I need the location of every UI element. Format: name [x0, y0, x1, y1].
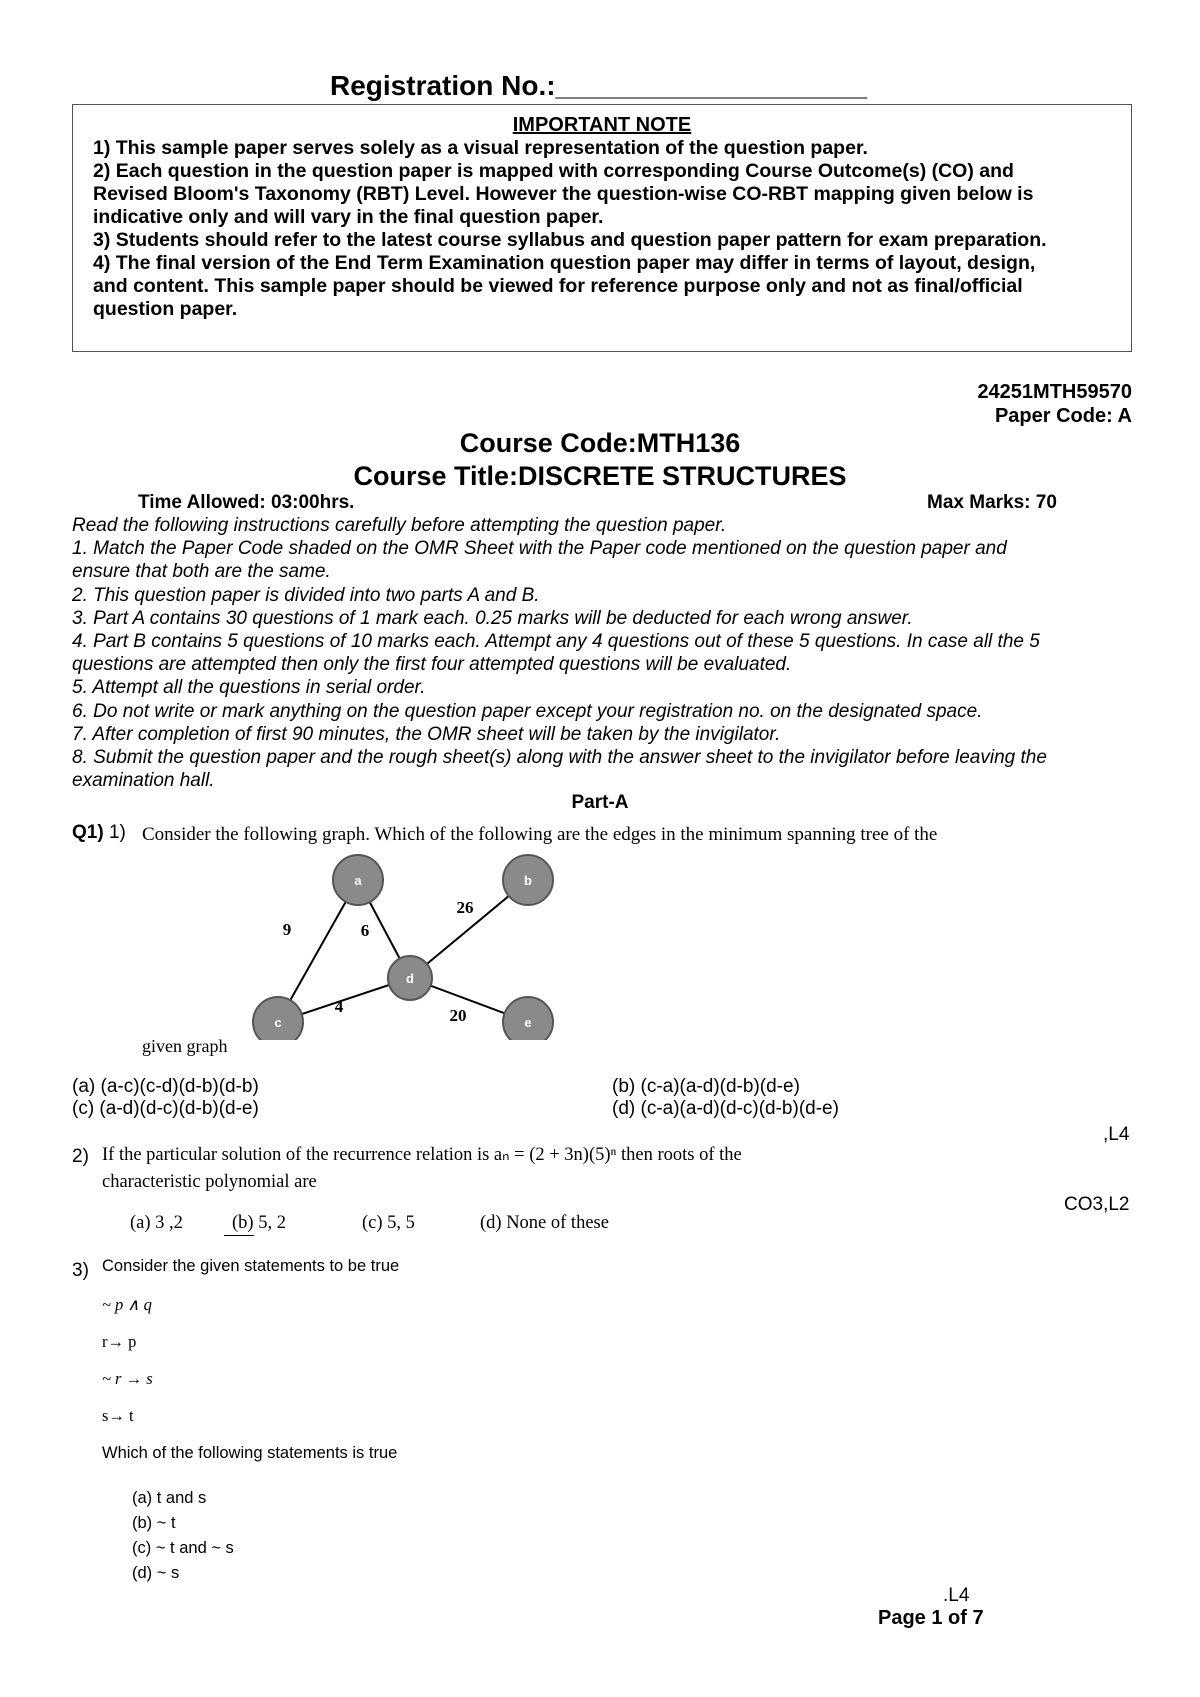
instructions	[72, 514, 1142, 792]
q2-number: 2)	[72, 1146, 89, 1167]
paper-code: Paper Code: A	[994, 405, 1132, 427]
note-line: indicative only and will vary in the final question paper.	[93, 206, 604, 228]
instruction-line: Read the following instructions carefully before attempting the question paper.	[72, 515, 727, 536]
node-label-a: a	[354, 873, 362, 888]
page-number: Page 1 of 7	[878, 1607, 984, 1629]
weight-a-d: 6	[360, 921, 370, 940]
important-note-title: IMPORTANT NOTE	[512, 114, 692, 136]
weight-a-c: 9	[282, 920, 292, 939]
q3-number: 3)	[72, 1260, 89, 1281]
node-label-c: c	[274, 1015, 282, 1030]
paper-id-block	[977, 380, 1132, 428]
max-marks: Max Marks: 70	[927, 492, 1057, 513]
note-line: 4) The final version of the End Term Examination question paper may differ in terms of layout, design,	[93, 252, 1036, 274]
time-allowed: Time Allowed: 03:00hrs.	[138, 492, 355, 513]
q3-option-a: (a) t and s	[132, 1489, 207, 1507]
note-line: Revised Bloom's Taxonomy (RBT) Level. However the question-wise CO-RBT mapping given below is	[93, 183, 1034, 205]
q2-option-b: (b) 5, 2	[232, 1213, 286, 1233]
note-line: and content. This sample paper should be viewed for reference purpose only and not as final/official	[93, 275, 1023, 297]
q3-question: Which of the following statements is true	[102, 1444, 398, 1462]
instruction-line: 3. Part A contains 30 questions of 1 mark each. 0.25 marks will be deducted for each wrong answer.	[72, 607, 913, 629]
instruction-line: 7. After completion of first 90 minutes, the OMR sheet will be taken by the invigilator.	[72, 723, 781, 745]
footer-tag: .L4	[943, 1585, 970, 1606]
q3-option-c: (c) ~ t and ~ s	[132, 1539, 234, 1557]
node-label-e: e	[524, 1015, 532, 1030]
part-a-heading: Part-A	[571, 792, 629, 813]
q1-text: Consider the following graph. Which of the following are the edges in the minimum spanning tree of the	[142, 824, 938, 845]
q2-option-c: (c) 5, 5	[362, 1213, 415, 1233]
q3-statement-4: s→ t	[102, 1406, 134, 1425]
weight-c-d: 4	[334, 997, 344, 1016]
q1-label: Q1)	[72, 822, 104, 843]
course-code: Course Code:MTH136	[459, 428, 741, 458]
q1-option-a: (a) (a-c)(c-d)(d-b)(d-b)	[72, 1076, 259, 1097]
note-line: 1) This sample paper serves solely as a visual representation of the question paper.	[93, 137, 868, 159]
node-label-d: d	[406, 971, 414, 986]
q3-statement-2: r→ p	[102, 1332, 137, 1351]
q2-line-2: characteristic polynomial are	[102, 1172, 317, 1192]
q2-option-d: (d) None of these	[480, 1213, 609, 1233]
q3-statement-3: ~ r → s	[102, 1369, 153, 1388]
instruction-line: ensure that both are the same.	[72, 561, 331, 583]
q1-option-b: (b) (c-a)(a-d)(d-b)(d-e)	[612, 1076, 800, 1097]
instruction-line: 6. Do not write or mark anything on the question paper except your registration no. on the designated space.	[72, 700, 983, 722]
q1-option-d: (d) (c-a)(a-d)(d-c)(d-b)(d-e)	[612, 1098, 839, 1119]
important-note-box	[72, 104, 1132, 352]
note-line: 3) Students should refer to the latest course syllabus and question paper pattern for exam preparation.	[93, 229, 1047, 251]
instruction-line: questions are attempted then only the first four attempted questions will be evaluated.	[72, 654, 792, 676]
note-line: question paper.	[93, 298, 238, 320]
q1-option-c: (c) (a-d)(d-c)(d-b)(d-e)	[72, 1098, 259, 1119]
question-1-label	[72, 822, 126, 844]
q1-tag: ,L4	[1103, 1124, 1130, 1145]
q2-tag: CO3,L2	[1064, 1194, 1130, 1215]
q2-answer-mark	[224, 1235, 254, 1236]
instruction-line: examination hall.	[72, 770, 215, 792]
course-title: Course Title:DISCRETE STRUCTURES	[353, 461, 847, 491]
instruction-line: 8. Submit the question paper and the rough sheet(s) along with the answer sheet to the invigilator before leaving the	[72, 747, 1047, 769]
q1-number: 1)	[108, 822, 126, 843]
instruction-line: 4. Part B contains 5 questions of 10 marks each. Attempt any 4 questions out of these 5 questions. In case all the 5	[72, 631, 1040, 653]
node-label-b: b	[524, 873, 532, 888]
instruction-line: 2. This question paper is divided into two parts A and B.	[72, 584, 540, 606]
q2-text	[102, 1142, 742, 1196]
q3-statement-1: ~ p ∧ q	[102, 1295, 152, 1314]
weight-d-e: 20	[449, 1006, 467, 1025]
q3-option-b: (b) ~ t	[132, 1514, 176, 1532]
q2-option-a: (a) 3 ,2	[130, 1213, 183, 1233]
paper-id: 24251MTH59570	[977, 381, 1132, 403]
q3-option-d: (d) ~ s	[132, 1564, 180, 1582]
q1-given-graph: given graph	[142, 1036, 228, 1056]
note-line: 2) Each question in the question paper is mapped with corresponding Course Outcome(s) (CO) and	[93, 160, 1014, 182]
weight-b-d: 26	[456, 898, 474, 917]
q2-line-1: If the particular solution of the recurrence relation is aₙ = (2 + 3n)(5)ⁿ then roots of the	[102, 1145, 742, 1165]
q1-graph	[230, 840, 570, 1040]
instruction-line: 5. Attempt all the questions in serial order.	[72, 677, 426, 699]
q3-intro: Consider the given statements to be true	[102, 1257, 400, 1275]
instruction-line: 1. Match the Paper Code shaded on the OMR Sheet with the Paper code mentioned on the question paper and	[72, 538, 1007, 560]
registration-field: Registration No.:____________________	[330, 70, 868, 101]
